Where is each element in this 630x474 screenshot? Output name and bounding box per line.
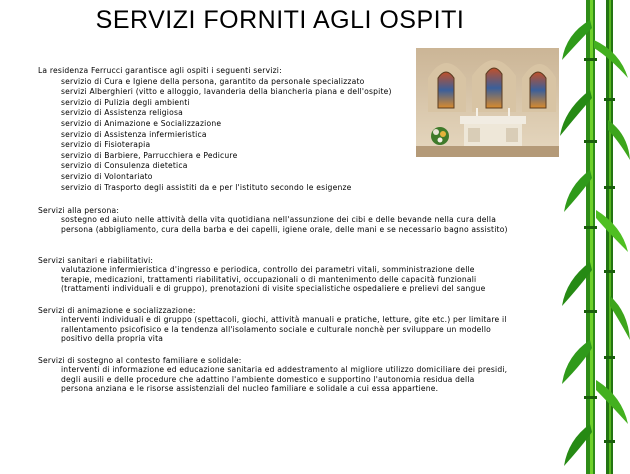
list-item: servizio di Volontariato [61, 171, 153, 181]
section-animazione [38, 306, 508, 344]
list-item: servizio di Assistenza infermieristica [61, 129, 207, 139]
section-body: interventi individuali e di gruppo (spettacoli, giochi, attività manuali e pratiche, letture, gite etc.) per limitare il rallentamento psicofisico e la tendenza all'isolamento sociale e culturale nonchè per sviluppare un modello positivo della propria vita [61, 315, 507, 344]
section-heading: Servizi sanitari e riabilitativi: [38, 256, 154, 265]
section-body: interventi di informazione ed educazione sanitaria ed addestramento al migliore utilizzo domiciliare dei presidi, degli ausili e delle procedure che adattino l'ambiente domestico e supportino l'autonomia residua della persona anziana e le risorse assistenziali del nucleo familiare e solidale a cui essa appartiene. [61, 365, 508, 394]
chapel-altar-photo [416, 48, 559, 157]
list-item: servizio di Assistenza religiosa [61, 108, 183, 118]
page-title: SERVIZI FORNITI AGLI OSPITI [95, 6, 465, 34]
section-heading: Servizi alla persona: [38, 206, 120, 215]
list-item: servizio di Barbiere, Parrucchiera e Pedicure [61, 150, 238, 160]
section-sostegno [38, 356, 508, 394]
list-item: servizio di Animazione e Socializzazione [61, 118, 222, 128]
section-sanitari [38, 256, 508, 294]
chapel-photo-graphic [416, 48, 559, 157]
list-item: servizi Alberghieri (vitto e alloggio, lavanderia della biancheria piana e dell'ospite) [61, 87, 392, 97]
list-item: servizio di Fisioterapia [61, 140, 151, 150]
list-item: servizio di Consulenza dietetica [61, 161, 188, 171]
intro-lead: La residenza Ferrucci garantisce agli ospiti i seguenti servizi: [38, 66, 282, 75]
section-heading: Servizi di sostegno al contesto familiare e solidale: [38, 356, 242, 365]
bamboo-decoration [560, 0, 630, 474]
section-body: valutazione infermieristica d'ingresso e periodica, controllo dei parametri vitali, somministrazione delle terapie, medicazioni, trattamenti riabilitativi, occupazionali o di mantenimento delle capacità funzionali (trattamenti individuali e di gruppo), prenotazioni di visite specialistiche ospedaliere e prelievi del sangue [61, 265, 486, 294]
section-body: sostegno ed aiuto nelle attività della vita quotidiana nell'assunzione dei cibi e delle bevande nella cura della persona (abbigliamento, cura della barba e dei capelli, igiene orale, delle mani e se necessario bagno assistito) [61, 215, 508, 234]
services-list [38, 77, 410, 194]
section-heading: Servizi di animazione e socializzazione: [38, 306, 196, 315]
list-item: servizio di Trasporto degli assistiti da e per l'istituto secondo le esigenze [61, 182, 352, 192]
list-item: servizio di Cura e Igiene della persona, garantito da personale specializzato [61, 76, 365, 86]
intro-block [38, 66, 410, 193]
list-item: servizio di Pulizia degli ambienti [61, 97, 190, 107]
section-persona [38, 206, 508, 234]
